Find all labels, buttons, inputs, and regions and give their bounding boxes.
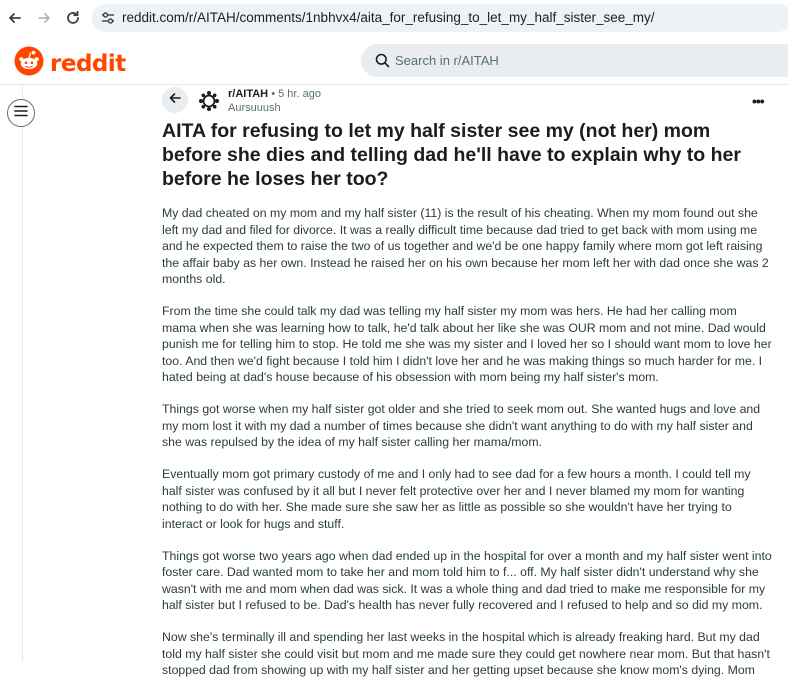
post-meta xyxy=(162,87,772,115)
search-input[interactable] xyxy=(361,44,788,77)
post-time: 5 hr. ago xyxy=(278,88,321,100)
sidebar-divider xyxy=(22,85,23,662)
post xyxy=(162,87,772,694)
subreddit-avatar-icon[interactable] xyxy=(198,90,220,112)
tune-icon[interactable] xyxy=(101,11,115,30)
back-arrow-icon[interactable] xyxy=(5,8,25,28)
post-author[interactable]: Aursuuush xyxy=(228,102,281,114)
more-options-button[interactable]: ••• xyxy=(752,93,764,109)
arrow-left-icon xyxy=(168,91,182,110)
reddit-alien-icon xyxy=(14,46,44,81)
post-paragraph: From the time she could talk my dad was telling my half sister my mom was hers. He had her calling mom mama when she was learning how to talk, he'd talk about her like she was OUR mom and not mine. Dad would punish me for telling him to stop. He told me she was my sister and I loved her so I should want mom to love her too. And then we'd fight because I told him I didn't love her and he was making things so much harder for me. I hated being at dad's house because of his obsession with mom being my half sister's mom. xyxy=(162,304,772,384)
browser-toolbar xyxy=(0,0,788,38)
site-header xyxy=(0,38,788,85)
hamburger-icon xyxy=(14,104,28,122)
post-back-button[interactable] xyxy=(162,87,188,113)
post-paragraph: Things got worse when my half sister got older and she tried to seek mom out. She wanted hugs and love and my mom lost it with my dad a number of times because she didn't want anything to do with my half sister and she was repulsed by the idea of my half sister calling her mama/mom. xyxy=(162,402,761,449)
forward-arrow-icon[interactable] xyxy=(34,8,54,28)
post-paragraph: Eventually mom got primary custody of me and I only had to see dad for a few hours a month. I could tell my half sister was confused by it all but I never felt protective over her and I never blamed my mom for wanting nothing to do with her. She made sure she saw her as little as possible so she wouldn't have her trying to interact or look for hugs and stuff. xyxy=(162,467,751,531)
post-paragraph: Now she's terminally ill and spending her last weeks in the hospital which is already freaking hard. But my dad told my half sister she could visit but mom and me made sure they could get nowhere near mom. But that hasn't stopped dad from showing up with my half sister and her getting upset because she know mom's dying. Mom xyxy=(162,630,770,677)
menu-button[interactable] xyxy=(7,99,35,127)
post-title: AITA for refusing to let my half sister see my (not her) mom before she dies and telling dad he'll have to explain why to her before he loses her too? xyxy=(162,120,741,190)
post-body xyxy=(162,205,772,679)
subreddit-link[interactable]: r/AITAH xyxy=(228,88,269,100)
search-icon xyxy=(375,53,390,73)
url-text: reddit.com/r/AITAH/comments/1nbhvx4/aita_for_refusing_to_let_my_half_sister_see_my/ xyxy=(122,10,655,25)
reddit-logo[interactable] xyxy=(14,46,126,81)
meta-separator: • xyxy=(271,88,276,100)
reddit-wordmark: reddit xyxy=(50,50,126,77)
post-paragraph: My dad cheated on my mom and my half sister (11) is the result of his cheating. When my mom found out she left my dad and filed for divorce. It was a really difficult time because dad tried to get back with mom using me and he expected them to raise the two of us together and we'd be one happy family where mom got left raising the affair baby as her own. Instead he raised her on his own because her mom left her with dad once she was 2 months old. xyxy=(162,206,769,286)
reload-icon[interactable] xyxy=(63,8,83,28)
post-meta-line xyxy=(228,88,321,100)
post-paragraph: Things got worse two years ago when dad ended up in the hospital for over a month and my half sister went into foster care. Dad wanted mom to take her and mom told him to f... off. My half sister didn't understand why she wasn't with me and mom when dad was sick. It was a whole thing and dad tried to make me responsible for my half sister but I refused to be. Dad's health has never fully recovered and I refused to help and so did my mom. xyxy=(162,548,772,612)
search-placeholder: Search in r/AITAH xyxy=(395,53,499,68)
address-bar[interactable] xyxy=(92,4,788,32)
